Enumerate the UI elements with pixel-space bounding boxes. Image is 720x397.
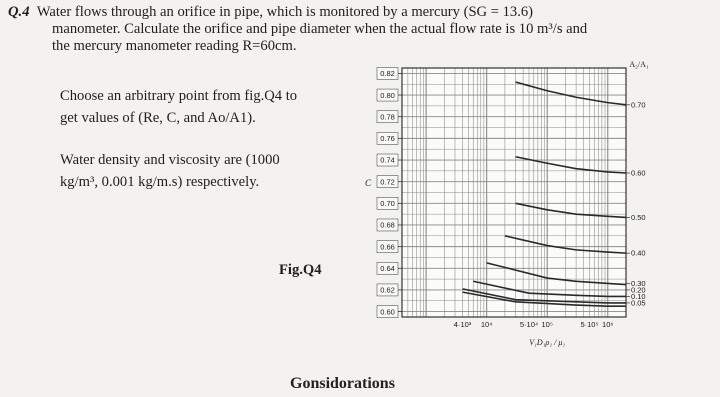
y-axis-label: C	[365, 178, 372, 189]
y-tick-label: 0.68	[380, 220, 395, 230]
question-number: Q.4	[8, 4, 30, 20]
right-tick-label: 0.10	[631, 292, 646, 302]
x-axis-label: V₁D₁ρ₁ / μ₁	[529, 338, 566, 347]
right-tick-label: 0.20	[631, 285, 646, 295]
y-tick-label: 0.74	[380, 155, 395, 165]
question-line-1	[8, 4, 533, 21]
right-tick-label: 0.50	[631, 213, 646, 222]
instruction-line-4: kg/m³, 0.001 kg/m.s) respectively.	[60, 174, 260, 190]
instruction-line-1: Choose an arbitrary point from fig.Q4 to	[60, 88, 298, 104]
x-tick-label: 5·10⁴	[519, 320, 539, 329]
y-tick-label: 0.62	[380, 285, 395, 295]
question-line-2: manometer. Calculate the orifice and pipe diameter when the actual flow rate is 10 m³/s and	[52, 21, 588, 37]
question-line-3: the mercury manometer reading R=60cm.	[52, 38, 297, 54]
y-tick-label: 0.80	[380, 90, 395, 100]
instruction-line-3: Water density and viscosity are (1000	[60, 152, 280, 168]
right-tick-label: 0.40	[631, 248, 646, 258]
instruction-line-2: get values of (Re, C, and Ao/A1).	[60, 110, 256, 126]
x-tick-label: 10⁶	[602, 320, 614, 329]
x-tick-label: 10⁴	[480, 320, 493, 329]
figure-label: Fig.Q4	[279, 262, 322, 278]
y-tick-label: 0.82	[380, 69, 395, 79]
x-tick-label: 4·10³	[453, 320, 472, 329]
x-tick-label: 10⁵	[541, 320, 553, 329]
y-tick-label: 0.66	[380, 242, 395, 252]
y-tick-label: 0.70	[380, 199, 395, 209]
footer-partial-text: Gonsidorations	[290, 375, 395, 392]
right-tick-label: 0.60	[631, 168, 646, 178]
question-text-1: Water flows through an orifice in pipe, which is monitored by a mercury (SG = 13.6)	[36, 4, 534, 20]
cut-off-text	[290, 370, 410, 392]
x-tick-label: 5·10⁵	[580, 320, 599, 329]
right-tick-label: 0.05	[631, 298, 646, 308]
right-tick-label: 0.30	[631, 279, 646, 289]
right-tick-label: 0.70	[631, 100, 646, 110]
y-tick-label: 0.78	[380, 112, 395, 122]
y-tick-label: 0.76	[380, 134, 395, 144]
y-tick-label: 0.64	[380, 263, 395, 273]
right-axis-title: A₂/A₁	[629, 60, 649, 69]
y-tick-label: 0.72	[380, 177, 395, 187]
y-tick-label: 0.60	[380, 307, 395, 317]
orifice-coefficient-chart	[354, 60, 664, 375]
